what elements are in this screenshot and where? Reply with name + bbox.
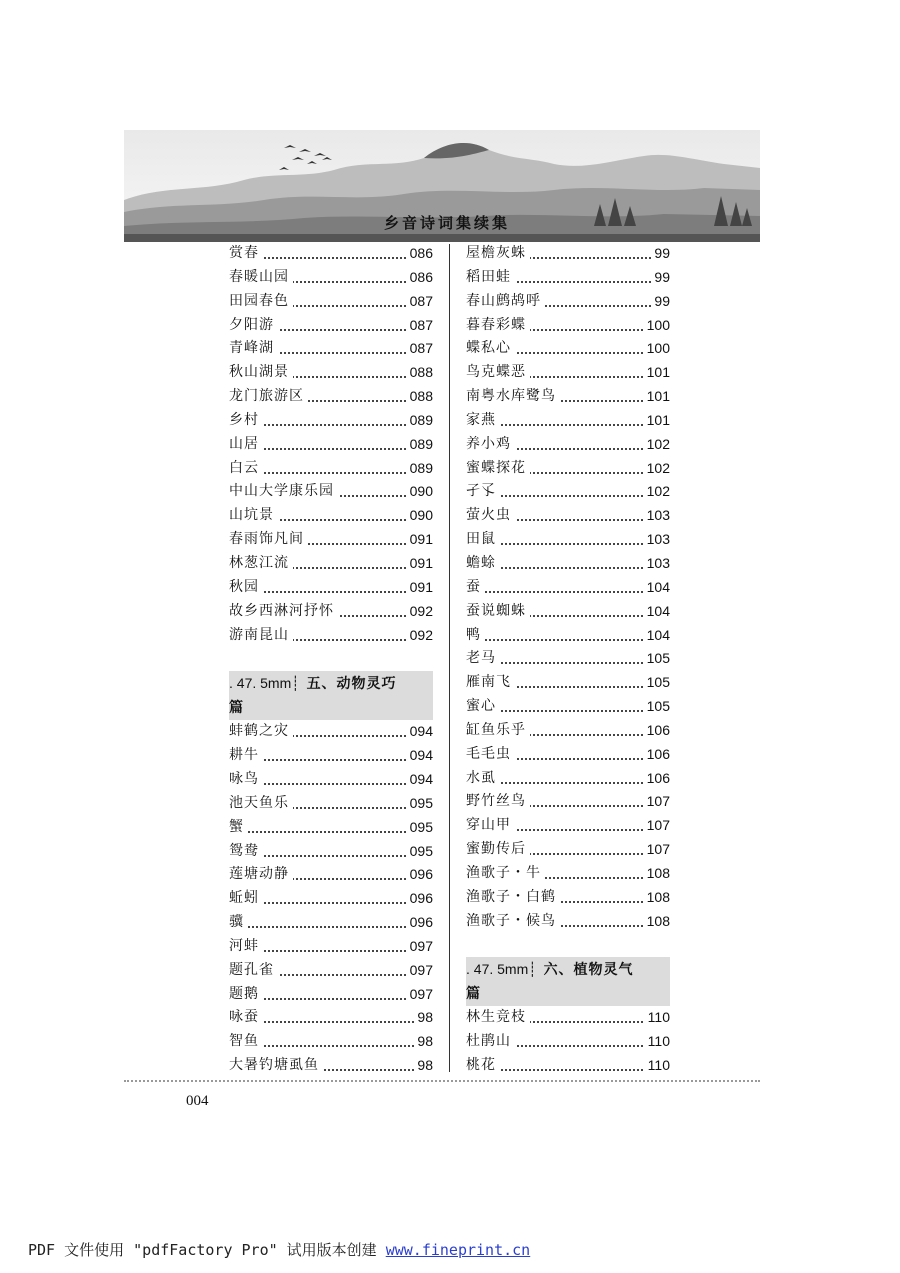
toc-entry[interactable] — [466, 576, 670, 600]
toc-entry[interactable] — [229, 409, 433, 433]
toc-entry[interactable] — [229, 242, 433, 266]
toc-entry[interactable] — [229, 1006, 433, 1030]
pdf-footer — [28, 1239, 530, 1260]
toc-entry-title: 养小鸡 — [466, 433, 515, 457]
toc-entry-title: 雁南飞 — [466, 671, 515, 695]
toc-entry-page: 087 — [407, 314, 433, 338]
toc-entry-page: 090 — [407, 480, 433, 504]
toc-entry-title: 孑孓 — [466, 480, 500, 504]
toc-entry[interactable] — [466, 790, 670, 814]
toc-entry-page: 101 — [644, 409, 670, 433]
toc-entry[interactable] — [229, 457, 433, 481]
toc-entry-page: 103 — [644, 504, 670, 528]
toc-entry[interactable] — [229, 744, 433, 768]
toc-entry[interactable] — [466, 862, 670, 886]
toc-entry-title: 莲塘动静 — [229, 863, 293, 887]
toc-entry-title: 池天鱼乐 — [229, 792, 293, 816]
toc-entry[interactable] — [229, 840, 433, 864]
toc-entry-title: 蟹 — [229, 816, 248, 840]
toc-entry-page: 102 — [644, 433, 670, 457]
toc-entry-page: 086 — [407, 242, 433, 266]
toc-entry-title: 鸭 — [466, 624, 485, 648]
toc-entry[interactable] — [466, 337, 670, 361]
toc-entry-title: 家燕 — [466, 409, 500, 433]
toc-entry[interactable] — [229, 433, 433, 457]
toc-entry-page: 98 — [414, 1006, 433, 1030]
toc-entry-page: 99 — [651, 266, 670, 290]
toc-entry[interactable] — [466, 361, 670, 385]
toc-entry[interactable] — [229, 792, 433, 816]
toc-entry-page: 106 — [644, 743, 670, 767]
toc-entry-page: 095 — [407, 816, 433, 840]
toc-entry-page: 107 — [644, 838, 670, 862]
toc-entry-title: 题鹅 — [229, 983, 263, 1007]
toc-entry-title: 稻田蛙 — [466, 266, 515, 290]
toc-entry-title: 水虱 — [466, 767, 500, 791]
toc-entry-title: 渔歌子・牛 — [466, 862, 545, 886]
toc-entry[interactable] — [466, 457, 670, 481]
toc-entry-title: 春山鹧鸪呼 — [466, 290, 545, 314]
toc-entry[interactable] — [229, 528, 433, 552]
column-divider — [449, 244, 450, 1072]
toc-entry-page: 105 — [644, 647, 670, 671]
toc-entry-title: 蚌鹤之灾 — [229, 720, 293, 744]
toc-entry-page: 090 — [407, 504, 433, 528]
toc-entry-page: 095 — [407, 840, 433, 864]
toc-left-column — [229, 242, 433, 1078]
toc-entry[interactable] — [466, 1006, 670, 1030]
toc-entry-title: 蜜心 — [466, 695, 500, 719]
toc-entry-page: 094 — [407, 744, 433, 768]
toc-entry-title: 萤火虫 — [466, 504, 515, 528]
toc-entry[interactable] — [466, 1030, 670, 1054]
bottom-dotted-rule — [124, 1080, 760, 1082]
toc-entry-page: 087 — [407, 290, 433, 314]
toc-entry-page: 101 — [644, 385, 670, 409]
toc-entry[interactable] — [466, 433, 670, 457]
toc-entry-page: 097 — [407, 983, 433, 1007]
toc-entry-page: 100 — [644, 314, 670, 338]
toc-entry[interactable] — [229, 935, 433, 959]
toc-entry-page: 088 — [407, 361, 433, 385]
toc-entry-title: 蚯蚓 — [229, 887, 263, 911]
toc-entry-title: 春暖山园 — [229, 266, 293, 290]
toc-entry[interactable] — [466, 504, 670, 528]
toc-entry-title: 桃花 — [466, 1054, 500, 1078]
toc-entry[interactable] — [466, 385, 670, 409]
toc-entry[interactable] — [466, 409, 670, 433]
toc-entry-title: 智鱼 — [229, 1030, 263, 1054]
toc-entry-page: 106 — [644, 767, 670, 791]
toc-entry-page: 105 — [644, 695, 670, 719]
toc-entry-page: 095 — [407, 792, 433, 816]
toc-entry-page: 087 — [407, 337, 433, 361]
toc-entry-page: 091 — [407, 552, 433, 576]
toc-entry-page: 100 — [644, 337, 670, 361]
toc-entry-page: 097 — [407, 959, 433, 983]
toc-entry[interactable] — [229, 552, 433, 576]
toc-entry-page: 110 — [645, 1054, 670, 1078]
toc-entry[interactable] — [229, 290, 433, 314]
toc-entry[interactable] — [466, 910, 670, 934]
toc-entry-page: 104 — [644, 600, 670, 624]
toc-entry-page: 110 — [645, 1030, 670, 1054]
toc-entry-page: 108 — [644, 910, 670, 934]
toc-entry[interactable] — [466, 480, 670, 504]
toc-entry[interactable] — [466, 290, 670, 314]
toc-entry[interactable] — [229, 911, 433, 935]
toc-entry-page: 091 — [407, 528, 433, 552]
toc-entry-title: 暮春彩蝶 — [466, 314, 530, 338]
toc-entry[interactable] — [466, 600, 670, 624]
toc-entry-page: 096 — [407, 887, 433, 911]
toc-entry[interactable] — [466, 552, 670, 576]
toc-entry-page: 107 — [644, 790, 670, 814]
toc-entry[interactable] — [229, 385, 433, 409]
toc-entry-page: 096 — [407, 863, 433, 887]
toc-entry-page: 102 — [644, 457, 670, 481]
toc-entry[interactable] — [466, 743, 670, 767]
toc-entry-title: 山坑景 — [229, 504, 278, 528]
toc-entry-page: 106 — [644, 719, 670, 743]
section-heading: . 47. 5mm┊ 六、植物灵气 篇 — [466, 957, 670, 1006]
toc-entry-title: 渔歌子・候鸟 — [466, 910, 560, 934]
toc-entry[interactable] — [466, 624, 670, 648]
toc-entry-page: 089 — [407, 433, 433, 457]
toc-entry[interactable] — [229, 959, 433, 983]
toc-entry-title: 龙门旅游区 — [229, 385, 308, 409]
toc-entry[interactable] — [466, 671, 670, 695]
toc-entry[interactable] — [229, 1030, 433, 1054]
toc-entry-page: 102 — [644, 480, 670, 504]
footer-text: PDF 文件使用 "pdfFactory Pro" 试用版本创建 — [28, 1241, 377, 1259]
toc-entry-page: 091 — [407, 576, 433, 600]
toc-entry-title: 中山大学康乐园 — [229, 480, 338, 504]
toc-entry-title: 咏鸟 — [229, 768, 263, 792]
toc-entry-page: 108 — [644, 862, 670, 886]
toc-entry-title: 白云 — [229, 457, 263, 481]
dot-leader — [229, 926, 433, 928]
toc-entry-title: 河蚌 — [229, 935, 263, 959]
toc-entry-title: 赏春 — [229, 242, 263, 266]
toc-entry[interactable] — [466, 886, 670, 910]
toc-entry-title: 蚕说蜘蛛 — [466, 600, 530, 624]
toc-entry-title: 春雨饰凡间 — [229, 528, 308, 552]
toc-entry-title: 秋山湖景 — [229, 361, 293, 385]
toc-entry-title: 南粤水库鹭鸟 — [466, 385, 560, 409]
toc-entry-title: 毛毛虫 — [466, 743, 515, 767]
toc-entry-title: 蜜勤传后 — [466, 838, 530, 862]
toc-entry-title: 乡村 — [229, 409, 263, 433]
toc-entry-page: 99 — [651, 242, 670, 266]
toc-entry[interactable] — [229, 504, 433, 528]
toc-entry-page: 98 — [414, 1054, 433, 1078]
toc-entry-page: 089 — [407, 409, 433, 433]
toc-entry[interactable] — [466, 719, 670, 743]
toc-entry-page: 110 — [645, 1006, 670, 1030]
toc-entry-title: 大暑钓塘虱鱼 — [229, 1054, 323, 1078]
toc-entry-page: 097 — [407, 935, 433, 959]
toc-entry-title: 老马 — [466, 647, 500, 671]
toc-entry-title: 蜜蝶探花 — [466, 457, 530, 481]
toc-entry-title: 田鼠 — [466, 528, 500, 552]
toc-right-column — [466, 242, 670, 1078]
toc-entry-title: 杜鹃山 — [466, 1030, 515, 1054]
toc-entry[interactable] — [229, 720, 433, 744]
toc-entry-page: 107 — [644, 814, 670, 838]
toc-entry-title: 林生竞枝 — [466, 1006, 530, 1030]
toc-entry[interactable] — [466, 528, 670, 552]
dot-leader — [229, 831, 433, 833]
toc-entry-page: 094 — [407, 720, 433, 744]
toc-entry-page: 096 — [407, 911, 433, 935]
toc-entry-title: 蟾蜍 — [466, 552, 500, 576]
toc-entry[interactable] — [229, 887, 433, 911]
toc-entry-page: 094 — [407, 768, 433, 792]
toc-entry-title: 咏蚕 — [229, 1006, 263, 1030]
toc-entry-page: 103 — [644, 552, 670, 576]
toc-entry-page: 086 — [407, 266, 433, 290]
toc-entry[interactable] — [229, 337, 433, 361]
toc-entry[interactable] — [466, 814, 670, 838]
toc-entry-page: 103 — [644, 528, 670, 552]
toc-entry[interactable] — [466, 242, 670, 266]
toc-entry-page: 99 — [651, 290, 670, 314]
toc-entry[interactable] — [229, 600, 433, 624]
toc-entry-page: 108 — [644, 886, 670, 910]
book-title: 乡音诗词集续集 — [384, 214, 511, 232]
toc-entry-page: 104 — [644, 624, 670, 648]
toc-entry-title: 青峰湖 — [229, 337, 278, 361]
toc-entry[interactable] — [466, 1054, 670, 1078]
toc-entry-page: 104 — [644, 576, 670, 600]
toc-entry-title: 渔歌子・白鹤 — [466, 886, 560, 910]
toc-entry[interactable] — [229, 314, 433, 338]
toc-entry-title: 游南昆山 — [229, 624, 293, 648]
toc-entry-title: 骥 — [229, 911, 248, 935]
toc-entry-title: 蝶私心 — [466, 337, 515, 361]
footer-link[interactable]: www.fineprint.cn — [385, 1241, 531, 1259]
toc-entry[interactable] — [466, 838, 670, 862]
toc-entry-page: 092 — [407, 624, 433, 648]
toc-entry-title: 穿山甲 — [466, 814, 515, 838]
toc-entry-title: 缸鱼乐乎 — [466, 719, 530, 743]
toc-entry[interactable] — [229, 816, 433, 840]
toc-entry[interactable] — [229, 576, 433, 600]
toc-entry[interactable] — [229, 768, 433, 792]
toc-entry-page: 101 — [644, 361, 670, 385]
page-number: 004 — [186, 1093, 209, 1109]
toc-entry-page: 088 — [407, 385, 433, 409]
toc-entry[interactable] — [466, 647, 670, 671]
toc-entry[interactable] — [466, 767, 670, 791]
toc-entry-title: 屋檐灰蛛 — [466, 242, 530, 266]
toc-entry[interactable] — [229, 361, 433, 385]
toc-entry[interactable] — [229, 863, 433, 887]
toc-entry[interactable] — [229, 1054, 433, 1078]
toc-entry[interactable] — [466, 695, 670, 719]
toc-entry-title: 鸳鸯 — [229, 840, 263, 864]
dot-leader — [466, 591, 670, 593]
toc-entry[interactable] — [229, 624, 433, 648]
toc-entry-title: 蚕 — [466, 576, 485, 600]
toc-entry[interactable] — [229, 983, 433, 1007]
toc-entry-page: 105 — [644, 671, 670, 695]
toc-entry[interactable] — [466, 266, 670, 290]
toc-entry[interactable] — [229, 480, 433, 504]
toc-entry-page: 092 — [407, 600, 433, 624]
section-heading: . 47. 5mm┊ 五、动物灵巧 篇 — [229, 671, 433, 720]
toc-entry-title: 夕阳游 — [229, 314, 278, 338]
toc-entry-title: 故乡西淋河抒怀 — [229, 600, 338, 624]
toc-entry-title: 山居 — [229, 433, 263, 457]
toc-entry-title: 鸟克蝶恶 — [466, 361, 530, 385]
toc-entry-page: 089 — [407, 457, 433, 481]
toc-entry-page: 98 — [414, 1030, 433, 1054]
toc-entry-title: 题孔雀 — [229, 959, 278, 983]
toc-entry-title: 田园春色 — [229, 290, 293, 314]
toc-entry-title: 野竹丝鸟 — [466, 790, 530, 814]
toc-entry-title: 林葱江流 — [229, 552, 293, 576]
dot-leader — [466, 639, 670, 641]
toc-entry[interactable] — [229, 266, 433, 290]
toc-entry-title: 秋园 — [229, 576, 263, 600]
toc-entry-title: 耕牛 — [229, 744, 263, 768]
toc-entry[interactable] — [466, 314, 670, 338]
